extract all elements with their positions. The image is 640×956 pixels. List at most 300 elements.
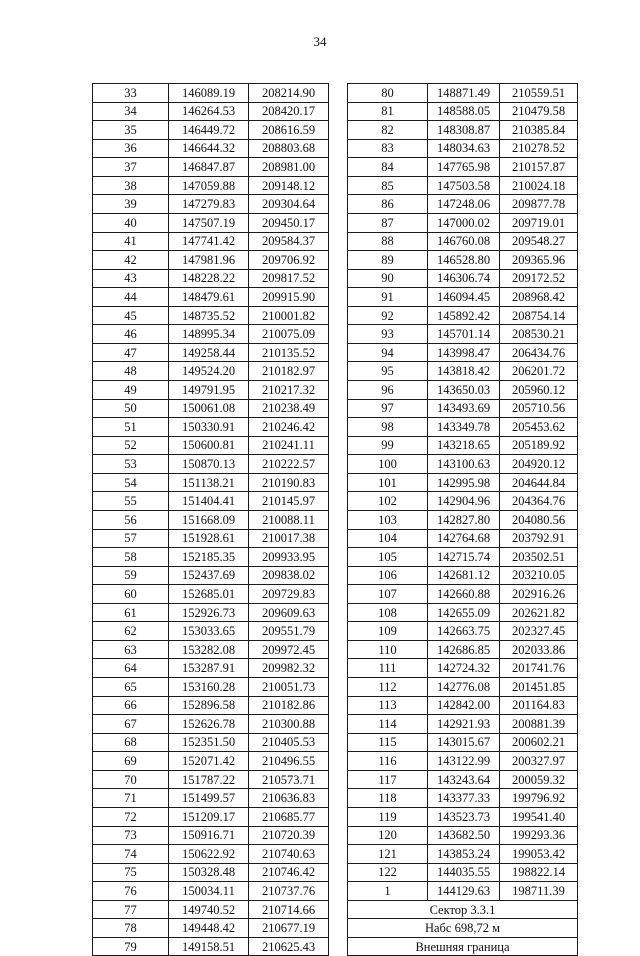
coordinate-y: 205453.62 xyxy=(500,418,578,437)
coordinate-x: 148588.05 xyxy=(428,102,500,121)
table-row xyxy=(93,845,329,864)
point-number: 76 xyxy=(93,882,169,901)
point-number: 83 xyxy=(348,139,428,158)
point-number: 47 xyxy=(93,343,169,362)
point-number: 84 xyxy=(348,158,428,177)
table-row xyxy=(348,548,578,567)
table-row xyxy=(93,121,329,140)
coordinate-y: 209817.52 xyxy=(249,269,329,288)
coordinate-y: 210182.97 xyxy=(249,362,329,381)
coordinate-y: 203792.91 xyxy=(500,529,578,548)
coordinate-y: 209729.83 xyxy=(249,585,329,604)
coordinate-y: 201164.83 xyxy=(500,696,578,715)
coordinate-x: 143998.47 xyxy=(428,343,500,362)
point-number: 44 xyxy=(93,288,169,307)
coordinate-x: 144129.63 xyxy=(428,882,500,901)
table-row xyxy=(348,585,578,604)
coordinate-x: 142921.93 xyxy=(428,715,500,734)
point-number: 105 xyxy=(348,548,428,567)
table-row xyxy=(348,213,578,232)
coordinate-y: 202916.26 xyxy=(500,585,578,604)
table-row xyxy=(348,919,578,938)
coordinate-x: 151928.61 xyxy=(169,529,249,548)
point-number: 100 xyxy=(348,455,428,474)
coordinate-y: 209972.45 xyxy=(249,640,329,659)
coordinate-x: 151138.21 xyxy=(169,473,249,492)
table-row xyxy=(348,176,578,195)
point-number: 88 xyxy=(348,232,428,251)
table-row xyxy=(348,492,578,511)
point-number: 114 xyxy=(348,715,428,734)
point-number: 51 xyxy=(93,418,169,437)
coordinate-x: 147279.83 xyxy=(169,195,249,214)
coordinate-x: 151668.09 xyxy=(169,510,249,529)
table-row xyxy=(93,900,329,919)
coordinate-x: 146644.32 xyxy=(169,139,249,158)
point-number: 60 xyxy=(93,585,169,604)
coordinate-y: 210740.63 xyxy=(249,845,329,864)
coordinate-x: 142681.12 xyxy=(428,566,500,585)
coordinate-y: 210246.42 xyxy=(249,418,329,437)
length-label: Набс 698,72 м xyxy=(348,919,578,938)
table-row xyxy=(348,288,578,307)
coordinate-x: 148735.52 xyxy=(169,306,249,325)
table-row xyxy=(93,306,329,325)
table-row xyxy=(348,603,578,622)
coordinate-x: 151499.57 xyxy=(169,789,249,808)
coordinate-y: 200059.32 xyxy=(500,770,578,789)
table-row xyxy=(93,937,329,956)
coordinate-y: 205710.56 xyxy=(500,399,578,418)
coordinate-y: 210746.42 xyxy=(249,863,329,882)
table-row xyxy=(348,863,578,882)
point-number: 34 xyxy=(93,102,169,121)
coordinate-y: 203210.05 xyxy=(500,566,578,585)
table-row xyxy=(93,288,329,307)
coordinate-y: 209982.32 xyxy=(249,659,329,678)
coordinate-x: 142776.08 xyxy=(428,678,500,697)
table-row xyxy=(348,455,578,474)
coordinate-x: 143682.50 xyxy=(428,826,500,845)
point-number: 112 xyxy=(348,678,428,697)
coordinate-x: 152626.78 xyxy=(169,715,249,734)
coordinate-x: 143818.42 xyxy=(428,362,500,381)
table-row xyxy=(93,826,329,845)
point-number: 87 xyxy=(348,213,428,232)
table-row xyxy=(348,733,578,752)
table-row xyxy=(93,381,329,400)
coordinate-x: 147741.42 xyxy=(169,232,249,251)
point-number: 101 xyxy=(348,473,428,492)
table-row xyxy=(348,622,578,641)
coordinate-x: 147000.02 xyxy=(428,213,500,232)
point-number: 92 xyxy=(348,306,428,325)
point-number: 82 xyxy=(348,121,428,140)
table-row xyxy=(348,845,578,864)
table-row xyxy=(93,362,329,381)
coordinate-x: 146760.08 xyxy=(428,232,500,251)
table-row xyxy=(93,678,329,697)
point-number: 109 xyxy=(348,622,428,641)
point-number: 118 xyxy=(348,789,428,808)
point-number: 62 xyxy=(93,622,169,641)
coordinate-y: 210496.55 xyxy=(249,752,329,771)
point-number: 113 xyxy=(348,696,428,715)
point-number: 104 xyxy=(348,529,428,548)
point-number: 35 xyxy=(93,121,169,140)
coordinate-y: 210241.11 xyxy=(249,436,329,455)
coordinate-x: 149740.52 xyxy=(169,900,249,919)
coordinate-x: 142663.75 xyxy=(428,622,500,641)
coordinate-x: 151404.41 xyxy=(169,492,249,511)
coordinate-x: 146449.72 xyxy=(169,121,249,140)
coordinate-y: 200602.21 xyxy=(500,733,578,752)
point-number: 79 xyxy=(93,937,169,956)
table-row xyxy=(348,343,578,362)
table-row xyxy=(348,715,578,734)
point-number: 54 xyxy=(93,473,169,492)
coordinate-y: 210714.66 xyxy=(249,900,329,919)
point-number: 75 xyxy=(93,863,169,882)
point-number: 96 xyxy=(348,381,428,400)
coordinate-y: 210238.49 xyxy=(249,399,329,418)
coordinate-x: 150600.81 xyxy=(169,436,249,455)
point-number: 67 xyxy=(93,715,169,734)
coordinate-y: 201741.76 xyxy=(500,659,578,678)
coordinate-x: 148308.87 xyxy=(428,121,500,140)
coordinate-y: 210479.58 xyxy=(500,102,578,121)
point-number: 107 xyxy=(348,585,428,604)
point-number: 98 xyxy=(348,418,428,437)
coordinate-y: 204364.76 xyxy=(500,492,578,511)
table-row xyxy=(348,529,578,548)
table-row xyxy=(93,399,329,418)
point-number: 50 xyxy=(93,399,169,418)
coordinate-x: 142715.74 xyxy=(428,548,500,567)
coordinate-y: 209551.79 xyxy=(249,622,329,641)
point-number: 80 xyxy=(348,84,428,103)
point-number: 63 xyxy=(93,640,169,659)
coordinate-y: 208616.59 xyxy=(249,121,329,140)
table-row xyxy=(93,455,329,474)
point-number: 71 xyxy=(93,789,169,808)
point-number: 43 xyxy=(93,269,169,288)
coordinate-x: 151787.22 xyxy=(169,770,249,789)
point-number: 93 xyxy=(348,325,428,344)
coordinate-y: 208214.90 xyxy=(249,84,329,103)
coordinate-x: 148995.34 xyxy=(169,325,249,344)
point-number: 120 xyxy=(348,826,428,845)
coordinate-y: 210024.18 xyxy=(500,176,578,195)
table-row xyxy=(93,733,329,752)
coordinate-x: 147765.98 xyxy=(428,158,500,177)
point-number: 59 xyxy=(93,566,169,585)
coordinate-x: 147503.58 xyxy=(428,176,500,195)
point-number: 58 xyxy=(93,548,169,567)
coordinate-y: 209584.37 xyxy=(249,232,329,251)
point-number: 72 xyxy=(93,807,169,826)
point-number: 111 xyxy=(348,659,428,678)
point-number: 77 xyxy=(93,900,169,919)
coordinate-y: 200327.97 xyxy=(500,752,578,771)
coordinate-x: 143853.24 xyxy=(428,845,500,864)
coordinate-x: 146528.80 xyxy=(428,251,500,270)
coordinate-x: 152685.01 xyxy=(169,585,249,604)
table-row xyxy=(93,566,329,585)
coordinate-x: 149524.20 xyxy=(169,362,249,381)
table-row xyxy=(93,789,329,808)
coordinate-y: 209365.96 xyxy=(500,251,578,270)
table-row xyxy=(348,362,578,381)
coordinate-x: 150061.08 xyxy=(169,399,249,418)
coordinate-y: 210017.38 xyxy=(249,529,329,548)
point-number: 1 xyxy=(348,882,428,901)
coordinate-y: 210278.52 xyxy=(500,139,578,158)
point-number: 74 xyxy=(93,845,169,864)
coordinate-y: 210145.97 xyxy=(249,492,329,511)
coordinate-y: 199293.36 xyxy=(500,826,578,845)
coordinate-y: 206201.72 xyxy=(500,362,578,381)
coordinate-y: 205189.92 xyxy=(500,436,578,455)
coordinate-x: 142655.09 xyxy=(428,603,500,622)
coordinate-y: 203502.51 xyxy=(500,548,578,567)
coordinate-y: 210088.11 xyxy=(249,510,329,529)
coordinate-y: 210737.76 xyxy=(249,882,329,901)
point-number: 108 xyxy=(348,603,428,622)
table-row xyxy=(348,195,578,214)
coordinate-x: 149448.42 xyxy=(169,919,249,938)
coordinate-y: 209548.27 xyxy=(500,232,578,251)
sector-label: Сектор 3.3.1 xyxy=(348,900,578,919)
table-row xyxy=(93,622,329,641)
point-number: 119 xyxy=(348,807,428,826)
coordinate-y: 204920.12 xyxy=(500,455,578,474)
coordinate-x: 153282.08 xyxy=(169,640,249,659)
coordinate-x: 145892.42 xyxy=(428,306,500,325)
table-row xyxy=(348,381,578,400)
coordinate-x: 150330.91 xyxy=(169,418,249,437)
coordinate-x: 146847.87 xyxy=(169,158,249,177)
coordinate-x: 142686.85 xyxy=(428,640,500,659)
point-number: 36 xyxy=(93,139,169,158)
point-number: 94 xyxy=(348,343,428,362)
coordinate-x: 150034.11 xyxy=(169,882,249,901)
coordinate-x: 143349.78 xyxy=(428,418,500,437)
point-number: 89 xyxy=(348,251,428,270)
table-row xyxy=(348,232,578,251)
coordinate-x: 143523.73 xyxy=(428,807,500,826)
coordinate-y: 202033.86 xyxy=(500,640,578,659)
point-number: 61 xyxy=(93,603,169,622)
point-number: 38 xyxy=(93,176,169,195)
table-row xyxy=(348,826,578,845)
coordinate-y: 210300.88 xyxy=(249,715,329,734)
coordinate-x: 143377.33 xyxy=(428,789,500,808)
point-number: 81 xyxy=(348,102,428,121)
table-row xyxy=(93,659,329,678)
table-row xyxy=(93,715,329,734)
point-number: 66 xyxy=(93,696,169,715)
table-row xyxy=(93,640,329,659)
coordinate-y: 202327.45 xyxy=(500,622,578,641)
coordinate-y: 209172.52 xyxy=(500,269,578,288)
coordinate-x: 149158.51 xyxy=(169,937,249,956)
coordinate-x: 143015.67 xyxy=(428,733,500,752)
coordinate-x: 142827.80 xyxy=(428,510,500,529)
point-number: 95 xyxy=(348,362,428,381)
table-row xyxy=(348,139,578,158)
coordinate-y: 210051.73 xyxy=(249,678,329,697)
point-number: 103 xyxy=(348,510,428,529)
coordinate-y: 210385.84 xyxy=(500,121,578,140)
coordinate-y: 209838.02 xyxy=(249,566,329,585)
point-number: 70 xyxy=(93,770,169,789)
coordinate-y: 202621.82 xyxy=(500,603,578,622)
coordinate-y: 204644.84 xyxy=(500,473,578,492)
point-number: 46 xyxy=(93,325,169,344)
coordinate-y: 210001.82 xyxy=(249,306,329,325)
table-row xyxy=(93,195,329,214)
point-number: 49 xyxy=(93,381,169,400)
table-row xyxy=(93,343,329,362)
coordinate-x: 152185.35 xyxy=(169,548,249,567)
table-row xyxy=(348,399,578,418)
coordinate-y: 208420.17 xyxy=(249,102,329,121)
table-row xyxy=(93,418,329,437)
point-number: 121 xyxy=(348,845,428,864)
point-number: 117 xyxy=(348,770,428,789)
coordinate-y: 209915.90 xyxy=(249,288,329,307)
coordinate-x: 148871.49 xyxy=(428,84,500,103)
table-row xyxy=(93,510,329,529)
coordinate-y: 210636.83 xyxy=(249,789,329,808)
coordinate-y: 209609.63 xyxy=(249,603,329,622)
coordinate-y: 198822.14 xyxy=(500,863,578,882)
coordinate-y: 210135.52 xyxy=(249,343,329,362)
coordinate-y: 208530.21 xyxy=(500,325,578,344)
coordinate-y: 210677.19 xyxy=(249,919,329,938)
coordinate-y: 210559.51 xyxy=(500,84,578,103)
coordinate-y: 208968.42 xyxy=(500,288,578,307)
page-number: 34 xyxy=(313,34,327,49)
point-number: 45 xyxy=(93,306,169,325)
coordinate-x: 149791.95 xyxy=(169,381,249,400)
point-number: 37 xyxy=(93,158,169,177)
table-row xyxy=(93,436,329,455)
coordinate-x: 152437.69 xyxy=(169,566,249,585)
point-number: 91 xyxy=(348,288,428,307)
point-number: 99 xyxy=(348,436,428,455)
coordinate-x: 153287.91 xyxy=(169,659,249,678)
coordinate-x: 148034.63 xyxy=(428,139,500,158)
coordinate-y: 210222.57 xyxy=(249,455,329,474)
table-row xyxy=(93,492,329,511)
coordinate-x: 143100.63 xyxy=(428,455,500,474)
coordinate-y: 210075.09 xyxy=(249,325,329,344)
coordinate-x: 149258.44 xyxy=(169,343,249,362)
coordinate-x: 143218.65 xyxy=(428,436,500,455)
coordinate-y: 205960.12 xyxy=(500,381,578,400)
table-row xyxy=(93,548,329,567)
table-row xyxy=(93,176,329,195)
table-row xyxy=(348,269,578,288)
coordinate-y: 210685.77 xyxy=(249,807,329,826)
coordinate-x: 147059.88 xyxy=(169,176,249,195)
table-row xyxy=(348,418,578,437)
table-row xyxy=(93,473,329,492)
coordinate-x: 142660.88 xyxy=(428,585,500,604)
table-row xyxy=(348,807,578,826)
table-row xyxy=(93,84,329,103)
table-row xyxy=(348,306,578,325)
coordinates-table-right xyxy=(347,83,578,956)
coordinate-y: 210217.32 xyxy=(249,381,329,400)
coordinate-y: 210625.43 xyxy=(249,937,329,956)
coordinate-y: 210720.39 xyxy=(249,826,329,845)
point-number: 57 xyxy=(93,529,169,548)
point-number: 116 xyxy=(348,752,428,771)
table-row xyxy=(93,863,329,882)
coordinate-y: 210573.71 xyxy=(249,770,329,789)
point-number: 64 xyxy=(93,659,169,678)
coordinate-x: 147507.19 xyxy=(169,213,249,232)
point-number: 110 xyxy=(348,640,428,659)
table-row xyxy=(93,269,329,288)
coordinate-x: 142995.98 xyxy=(428,473,500,492)
coordinate-x: 142842.00 xyxy=(428,696,500,715)
coordinate-x: 147248.06 xyxy=(428,195,500,214)
point-number: 56 xyxy=(93,510,169,529)
point-number: 97 xyxy=(348,399,428,418)
point-number: 55 xyxy=(93,492,169,511)
point-number: 85 xyxy=(348,176,428,195)
table-row xyxy=(348,325,578,344)
table-row xyxy=(348,158,578,177)
point-number: 73 xyxy=(93,826,169,845)
coordinate-y: 208981.00 xyxy=(249,158,329,177)
coordinate-x: 148479.61 xyxy=(169,288,249,307)
point-number: 42 xyxy=(93,251,169,270)
coordinate-x: 146306.74 xyxy=(428,269,500,288)
table-row xyxy=(93,232,329,251)
table-row xyxy=(348,937,578,956)
table-row xyxy=(348,752,578,771)
coordinate-y: 210182.86 xyxy=(249,696,329,715)
coordinate-x: 147981.96 xyxy=(169,251,249,270)
table-row xyxy=(348,640,578,659)
coordinate-x: 151209.17 xyxy=(169,807,249,826)
table-row xyxy=(93,251,329,270)
table-row xyxy=(93,102,329,121)
coordinate-x: 143650.03 xyxy=(428,381,500,400)
table-row xyxy=(93,696,329,715)
table-row xyxy=(348,84,578,103)
coordinates-table-left xyxy=(92,83,329,956)
point-number: 115 xyxy=(348,733,428,752)
point-number: 52 xyxy=(93,436,169,455)
table-row xyxy=(93,807,329,826)
coordinate-x: 142764.68 xyxy=(428,529,500,548)
coordinate-y: 200881.39 xyxy=(500,715,578,734)
coordinate-y: 210190.83 xyxy=(249,473,329,492)
coordinate-y: 209450.17 xyxy=(249,213,329,232)
coordinate-x: 150870.13 xyxy=(169,455,249,474)
point-number: 33 xyxy=(93,84,169,103)
point-number: 48 xyxy=(93,362,169,381)
table-row xyxy=(93,139,329,158)
coordinate-y: 210405.53 xyxy=(249,733,329,752)
coordinate-x: 142724.32 xyxy=(428,659,500,678)
